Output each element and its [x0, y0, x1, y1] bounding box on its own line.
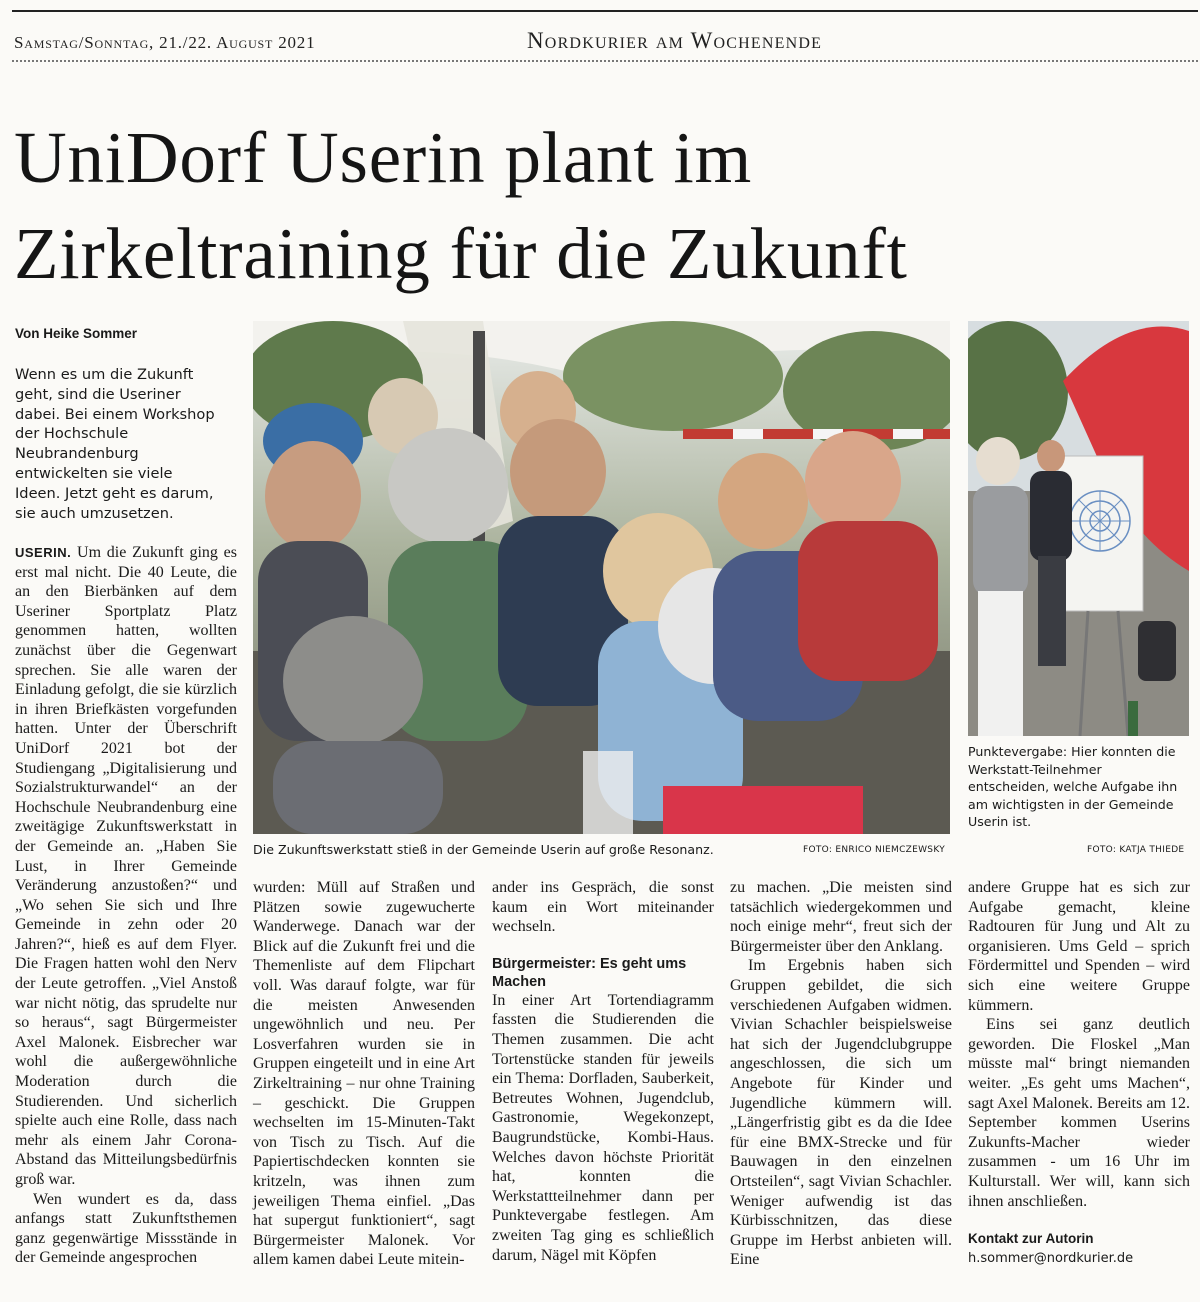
article-column-5 — [968, 878, 1190, 1268]
column-1-paragraph-2: Wen wundert es da, dass anfangs statt Zukunftsthemen ganz gegenwärtige Missstände in der Gemeinde angesprochen — [15, 1190, 237, 1267]
column-4-paragraph-2: Im Ergebnis haben sich Gruppen gebildet, die sich verschiedenen Aufgaben widmen. Vivian Schachler beispielsweise hat sich der Jugendclubgruppe angeschlossen, die sich um Angebote für Kinder und Jugendliche kümmern will. „Längerfristig gibt es da die Idee für eine BMX-Strecke und für Bauwagen in den einzelnen Ortsteilen“, sagt Vivian Schachler. Weniger aufwendig ist das Kürbisschnitzen, das diese Gruppe im Herbst anbieten will. Eine — [730, 957, 952, 1269]
side-photo-caption: Punktevergabe: Hier konnten die Werkstatt-Teilnehmer entscheiden, welche Aufgabe ihn am wichtigsten in der Gemeinde Userin ist. — [968, 744, 1178, 829]
subheading: Bürgermeister: Es geht ums Machen — [492, 955, 687, 990]
point-voting-illustration — [968, 321, 1189, 736]
article-column-1 — [15, 543, 237, 1268]
place-line: USERIN. — [15, 545, 72, 560]
header-dotted-rule — [12, 60, 1198, 62]
red-box-on-table — [663, 786, 863, 834]
column-1-paragraph-1 — [15, 543, 237, 1190]
column-3-paragraph-1: ander ins Gespräch, die sonst kaum ein Wort miteinander wechseln. — [492, 879, 714, 936]
headline-line-2: Zirkeltraining für die Zukunft — [14, 213, 908, 294]
issue-date: Samstag/Sonntag, 21./22. August 2021 — [14, 33, 316, 52]
article-column-4 — [730, 878, 952, 1270]
article-column-3 — [492, 878, 714, 1265]
column-2-paragraph-1: wurden: Müll auf Straßen und Plätzen sowie zugewucherte Wanderwege. Danach war der Blick auf die Zukunft frei und die Themenliste auf dem Flipchart voll. Was darauf folgte, war für die meisten Anwesenden ungewöhnlich und neu. Per Losverfahren wurden sie in Gruppen eingeteilt und in eine Art Zirkeltraining – nur ohne Training – geschickt. Die Gruppen wechselten im 15-Minuten-Takt von Tisch zu Tisch. Auf die Papiertischdecken konnten sie kritzeln, was ihnen zum jeweiligen Thema einfiel. „Das hat supergut funktioniert“, sagt Bürgermeister Malonek. Vor allem kamen dabei Leute mitein- — [253, 879, 475, 1269]
workshop-audience-illustration — [253, 321, 950, 834]
main-photo-credit: FOTO: ENRICO NIEMCZEWSKY — [803, 845, 945, 855]
column-3-paragraph-2: In einer Art Tortendiagramm fassten die Studierenden die Themen zusammen. Die acht Tortenstücke standen für jeweils ein Thema: Dorfladen, Sauberkeit, Betreutes Wohnen, Jugendclub, Gastronomie, Wegekonzept, Baugrundstücke, Kombi-Haus. Welches davon höchste Priorität hat, konnten die Werkstattteilnehmer dann per Punktevergabe festlegen. Am zweiten Tag ging es schließlich darum, Nägel mit Köpfen — [492, 991, 714, 1264]
main-photo-caption: Die Zukunftswerkstatt stieß in der Gemeinde Userin auf große Resonanz. — [253, 842, 714, 857]
column-4-paragraph-1: zu machen. „Die meisten sind tatsächlich wiedergekommen und noch einige mehr“, freut sich der Bürgermeister über den Anklang. — [730, 879, 952, 955]
byline: Von Heike Sommer — [15, 326, 138, 341]
publication-name: Nordkurier am Wochenende — [527, 28, 823, 53]
column-5-paragraph-1: andere Gruppe hat es sich zur Aufgabe gemacht, kleine Radtouren für Jung und Alt zu organisieren. Ums Geld – sprich Fördermittel und Spenden – wird sich eine weitere Gruppe kümmern. — [968, 879, 1190, 1014]
headline-line-1: UniDorf Userin plant im — [14, 117, 753, 198]
column-5-paragraph-2: Eins sei ganz deutlich geworden. Die Floskel „Man müsste mal“ bringt niemanden weiter. „Es geht ums Machen“, sagt Axel Malonek. Bereits am 12. September kommen Userins Zukunfts-Macher wieder zusammen - um 16 Uhr im Kulturstall. Wer will, kann sich ihnen anschließen. — [968, 1016, 1190, 1210]
main-photo-workshop-audience — [253, 321, 950, 834]
header-top-rule — [12, 10, 1198, 12]
side-photo-credit: FOTO: KATJA THIEDE — [1087, 845, 1185, 855]
article-headline — [14, 110, 1194, 302]
contact-heading: Kontakt zur Autorin — [968, 1231, 1094, 1247]
side-photo-point-voting — [968, 321, 1189, 736]
lead-paragraph: Wenn es um die Zukunft geht, sind die Useriner dabei. Bei einem Workshop der Hochschule Neubrandenburg entwickelten sie viele Ideen. Jetzt geht es darum, sie auch umzusetzen. — [15, 366, 215, 522]
article-column-2 — [253, 878, 475, 1270]
column-1-text-1: Um die Zukunft ging es erst mal nicht. Die 40 Leute, die an den Bierbänken auf dem Useriner Sportplatz Platz genommen hatten, wollten zunächst über die Gegenwart sprechen. Sie alle waren der Einladung gefolgt, die sie kürzlich in ihren Briefkästen vorgefunden hatten. Unter der Überschrift UniDorf 2021 bot der Studiengang „Digitalisierung und Sozialstrukturwandel“ an der Hochschule Neubrandenburg eine zweitägige Zukunftswerkstatt in der Gemeinde an. „Haben Sie Lust, in Ihrer Gemeinde Veränderung anzustoßen?“ und „Wo sehen Sie sich und Ihre Gemeinde in zehn oder 20 Jahren?“, hieß es auf dem Flyer. Die Fragen hatten wohl den Nerv der Leute getroffen. „Viel Anstoß war nicht nötig, das sprudelte nur so heraus“, sagt Bürgermeister Axel Malonek. Eisbrecher war wohl die außergewöhnliche Moderation durch die Studierenden. Und sicherlich spielte auch eine Rolle, dass nach mehr als einem Jahr Corona-Abstand das Mitteilungsbedürfnis groß war. — [15, 544, 237, 1188]
contact-email: h.sommer@nordkurier.de — [968, 1250, 1134, 1266]
